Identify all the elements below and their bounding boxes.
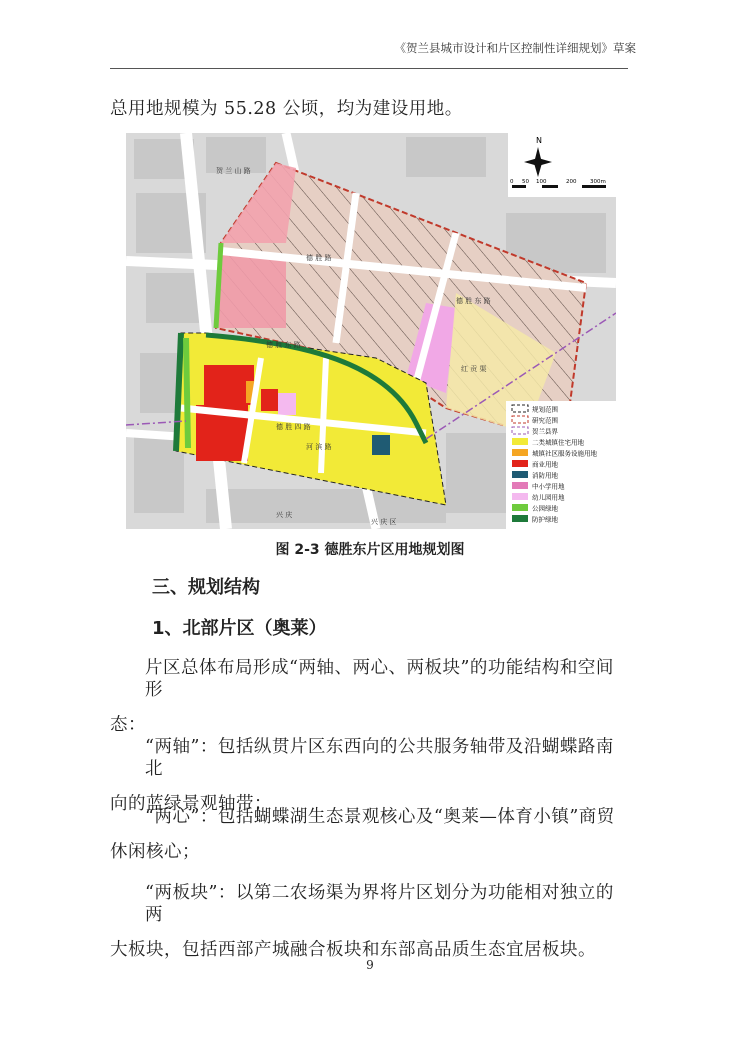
map-label-road-5: 德 胜 四 路: [276, 423, 311, 431]
legend-label: 防护绿地: [532, 515, 558, 524]
legend-swatch: [512, 482, 528, 489]
subsection-heading: 1、北部片区（奥莱）: [152, 618, 327, 639]
paragraph-4: [110, 882, 630, 961]
paragraph-4-line-2: 大板块，包括西部产城融合板块和东部高品质生态宜居板块。: [110, 940, 596, 960]
map-label-road-1: 德 胜 路: [306, 254, 332, 262]
section-heading: 三、规划结构: [152, 577, 260, 598]
paragraph-4-line-1: “两板块”：以第二农场渠为界将片区划分为功能相对独立的两: [145, 883, 614, 925]
fire-station-block: [372, 435, 390, 455]
page-number: 9: [366, 958, 374, 972]
legend-swatch: [512, 460, 528, 467]
svg-text:N: N: [536, 136, 542, 145]
map-label-place: 红 贡 渠: [461, 365, 487, 373]
legend-label: 消防用地: [532, 471, 558, 480]
legend-label: 二类城镇住宅用地: [532, 438, 584, 447]
commercial-block-3: [261, 389, 278, 411]
legend-swatch: [512, 493, 528, 500]
map-label-road-8: 兴 庆: [276, 511, 293, 519]
paragraph-1-line-1: 片区总体布局形成“两轴、两心、两板块”的功能结构和空间形: [145, 658, 614, 700]
paragraph-3-line-2: 休闲核心；: [110, 842, 200, 862]
commercial-pink-zone-2: [216, 253, 286, 328]
running-header: 《贺兰县城市设计和片区控制性详细规划》草案: [394, 41, 636, 55]
svg-text:0: 0: [510, 179, 514, 185]
paragraph-2-line-2: 向的蓝绿景观轴带；: [110, 794, 272, 814]
map-label-road-2: 德 胜 东 路: [266, 341, 301, 349]
land-use-map: [126, 133, 616, 529]
legend-swatch: [512, 449, 528, 456]
svg-text:50: 50: [522, 179, 529, 185]
legend-swatch: [512, 405, 528, 412]
legend-swatch: [512, 504, 528, 511]
legend-swatch: [512, 427, 528, 434]
header-divider: [110, 68, 628, 69]
legend-swatch: [512, 515, 528, 522]
legend-label: 中小学用地: [532, 482, 565, 491]
paragraph-2: [110, 736, 630, 815]
legend-label: 研究范围: [532, 416, 558, 425]
map-legend: [506, 401, 616, 529]
kindergarten-block: [278, 393, 296, 415]
legend-label: 规划范围: [532, 405, 558, 414]
figure-caption: 图 2-3 德胜东片区用地规划图: [275, 542, 465, 558]
paragraph-1-line-2: 态：: [110, 715, 146, 735]
map-label-road-7: 贺 兰 山 路: [216, 167, 251, 175]
svg-text:100: 100: [536, 179, 547, 185]
legend-swatch: [512, 416, 528, 423]
paragraph-3-line-1: “两心”：包括蝴蝶湖生态景观核心及“奥莱—体育小镇”商贸: [145, 807, 615, 827]
legend-label: 公园绿地: [532, 504, 558, 513]
paragraph-1: [110, 657, 630, 736]
paragraph-3: [110, 806, 630, 863]
legend-label: 贺兰县界: [532, 427, 558, 436]
map-label-district: 兴 庆 区: [371, 518, 397, 526]
intro-paragraph: 总用地规模为 55.28 公顷，均为建设用地。: [110, 99, 463, 119]
paragraph-2-line-1: “两轴”：包括纵贯片区东西向的公共服务轴带及沿蝴蝶路南北: [145, 737, 614, 779]
legend-label: 幼儿园用地: [532, 493, 565, 502]
legend-label: 城镇社区服务设施用地: [532, 449, 597, 458]
map-label-road-6: 河 滨 路: [306, 443, 332, 451]
park-green-west: [186, 338, 188, 448]
legend-swatch: [512, 438, 528, 445]
svg-text:300m: 300m: [590, 179, 606, 185]
legend-label: 商业用地: [532, 460, 558, 469]
legend-swatch: [512, 471, 528, 478]
map-label-road-4: 德 胜 东 路: [456, 297, 491, 305]
svg-text:200: 200: [566, 179, 577, 185]
